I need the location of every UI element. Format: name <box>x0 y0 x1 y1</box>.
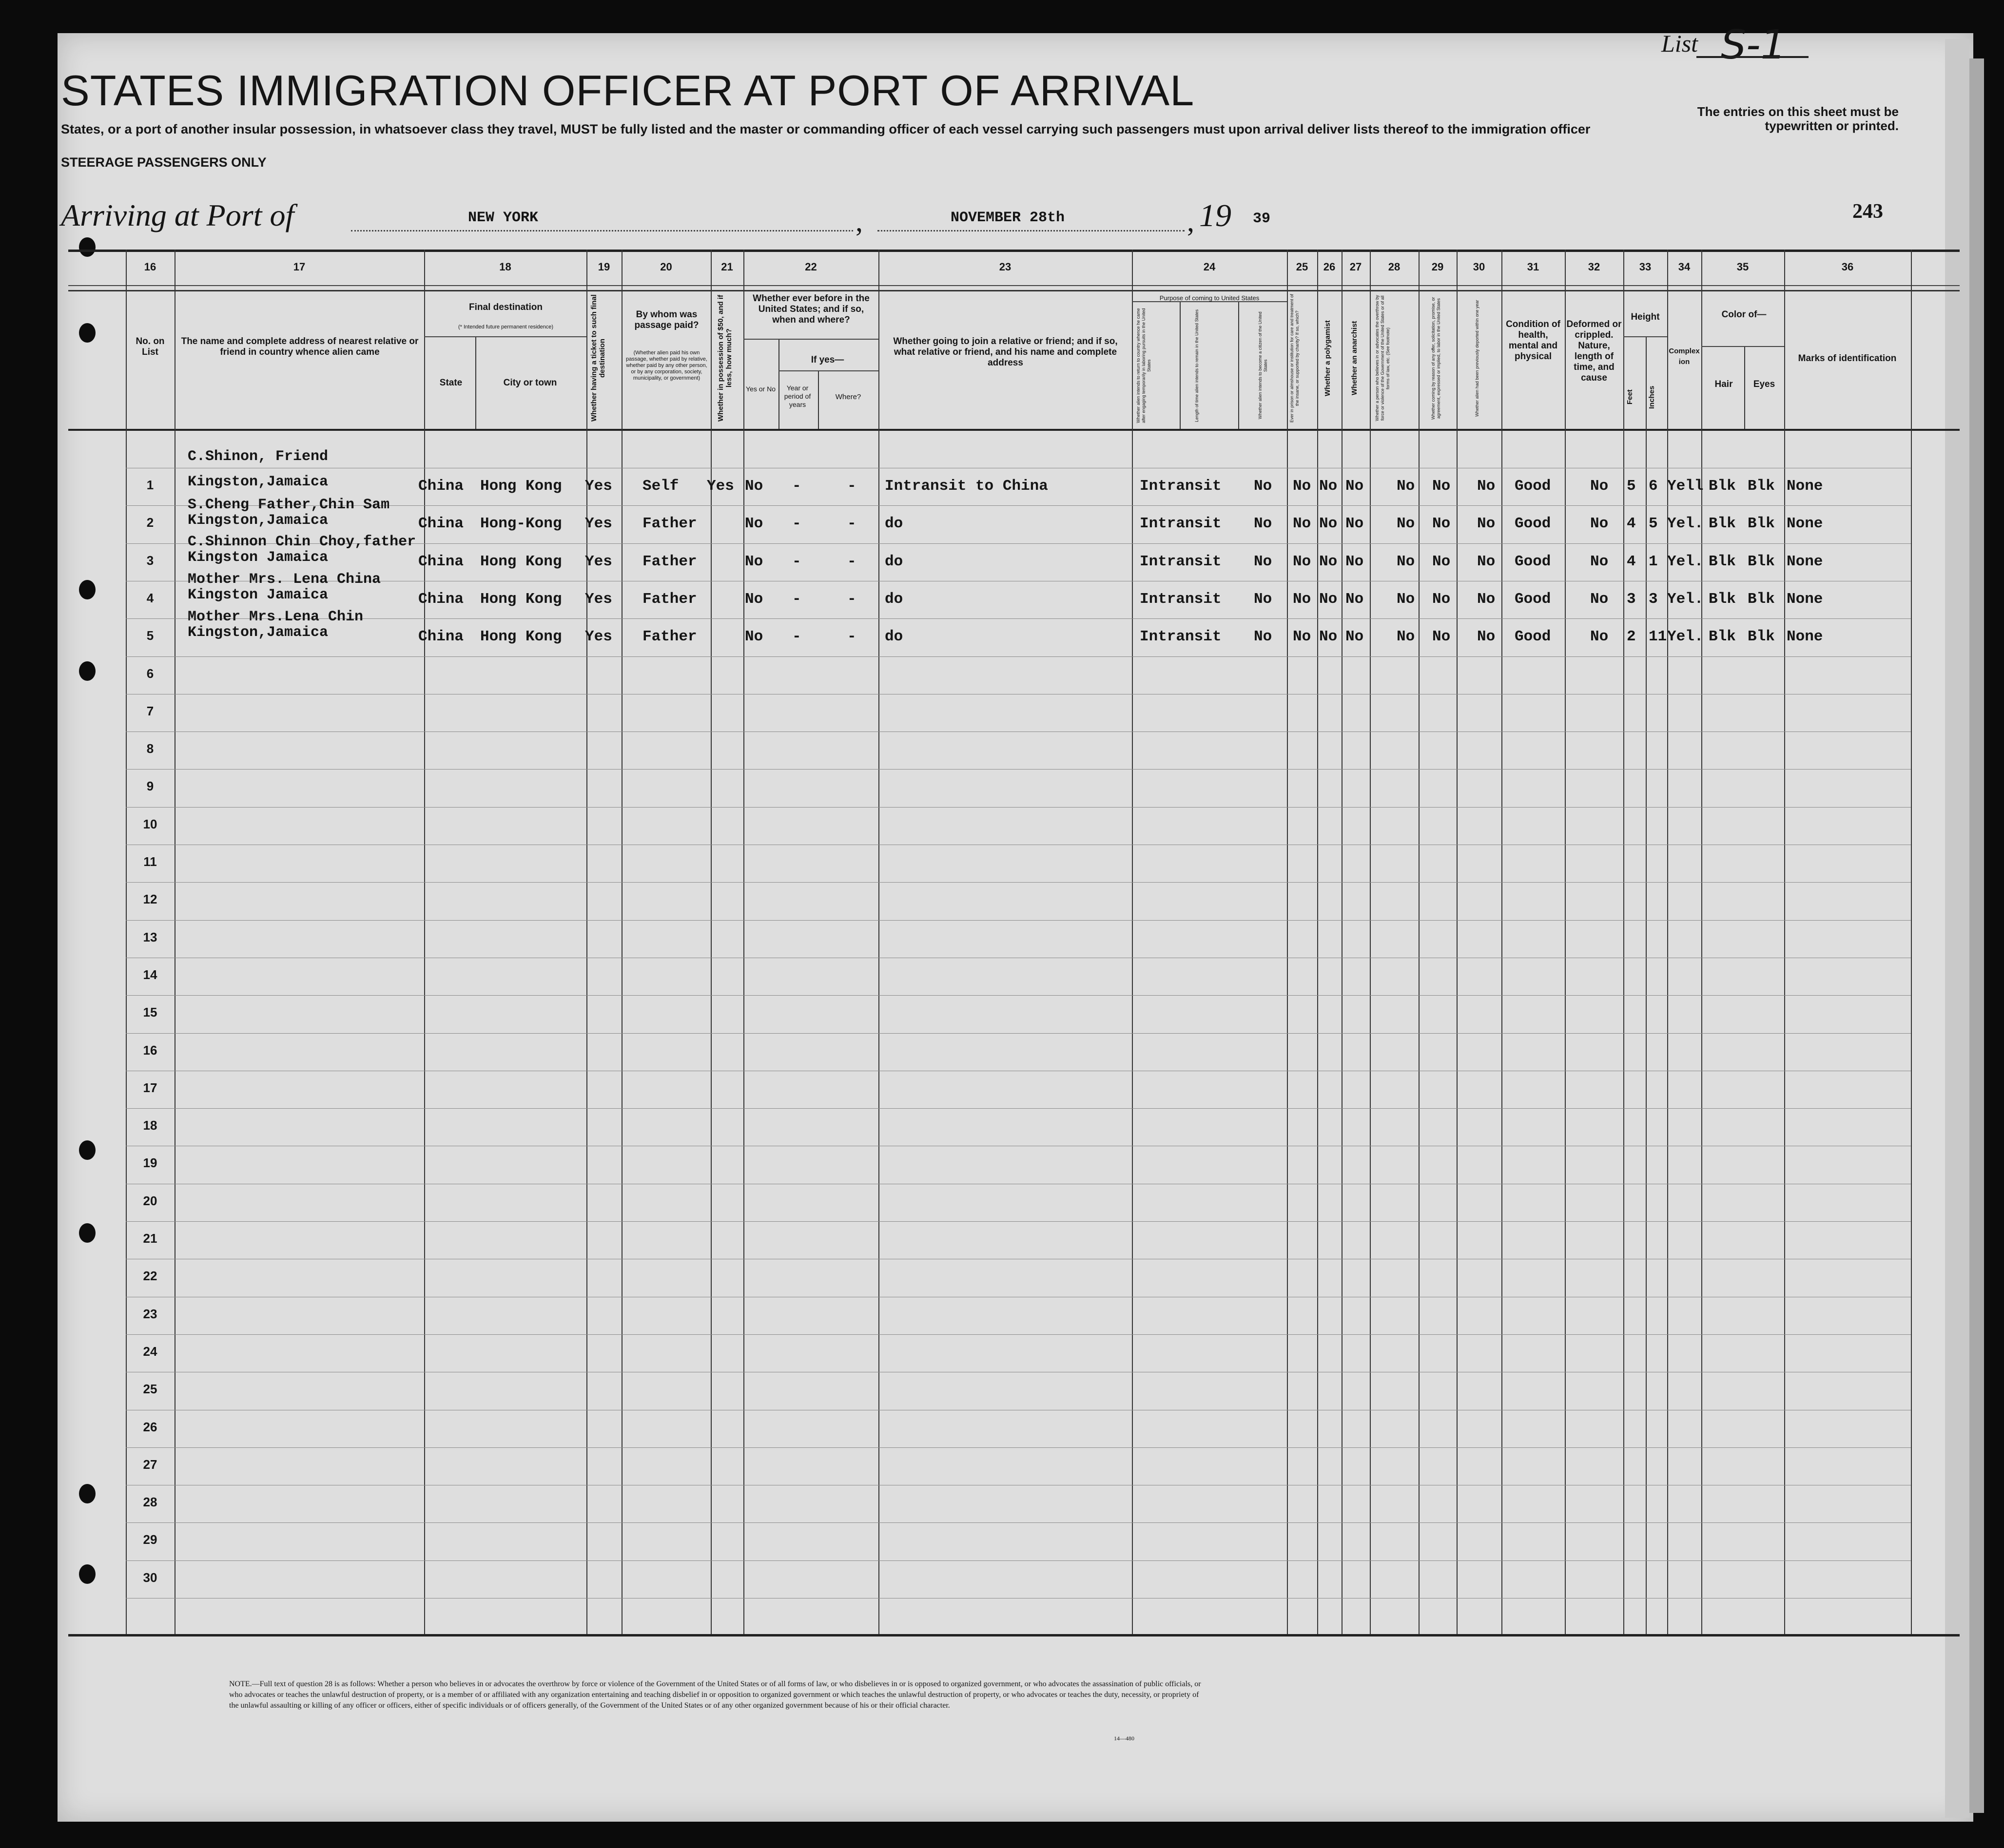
cell-inches: 3 <box>1649 590 1658 608</box>
cell-c28: No <box>1397 628 1415 646</box>
entries-instruction: The entries on this sheet must be typewritten or printed. <box>1697 104 1899 133</box>
cell-feet: 4 <box>1627 553 1636 570</box>
cell-fifty: Yes <box>707 478 734 495</box>
cell-state: China <box>418 590 464 608</box>
cell-feet: 4 <box>1627 515 1636 533</box>
cell-where: - <box>847 515 856 533</box>
row-rule <box>126 618 1911 619</box>
row-rule <box>126 769 1911 770</box>
relative-address: Kingston Jamaica <box>188 549 329 566</box>
cell-paid: Self <box>642 478 679 495</box>
column-line <box>1701 250 1702 1634</box>
relative-address: Kingston Jamaica <box>188 586 329 603</box>
cell-c24c: No <box>1254 590 1272 608</box>
header-inches: Inches <box>1648 385 1656 409</box>
relative-address: Kingston,Jamaica <box>188 474 329 490</box>
cell-complexion: Yell <box>1667 478 1704 495</box>
header-height: Height <box>1631 312 1660 322</box>
cell-hair: Blk <box>1709 553 1736 570</box>
column-line <box>1457 250 1458 1634</box>
header-final-destination: Final destination <box>469 302 543 312</box>
header-prison: Ever in prison or almshouse or institution for care and treatment of the insane, or supported by charity? If so, which? <box>1289 294 1300 423</box>
row-number: 30 <box>143 1570 157 1585</box>
sub-column-line <box>1180 301 1181 429</box>
sheet-edge-under <box>1969 58 1984 1813</box>
cell-ticket: Yes <box>585 478 612 495</box>
cell-health: Good <box>1515 478 1551 495</box>
row-rule <box>126 995 1911 996</box>
row-number: 22 <box>143 1269 157 1284</box>
cell-join: do <box>885 590 903 608</box>
century-label: 19 <box>1199 198 1231 233</box>
header-hair: Hair <box>1714 379 1733 389</box>
port-line <box>351 230 853 231</box>
row-number: 10 <box>143 816 157 831</box>
cell-city: Hong Kong <box>480 478 562 495</box>
row-rule <box>126 1560 1911 1561</box>
cell-before: No <box>745 628 763 646</box>
row-number: 12 <box>143 892 157 907</box>
binder-hole <box>79 1140 96 1160</box>
cell-health: Good <box>1515 553 1551 570</box>
cell-ticket: Yes <box>585 628 612 646</box>
column-number: 17 <box>293 261 306 273</box>
row-rule <box>126 882 1911 883</box>
column-number: 21 <box>721 261 733 273</box>
cell-c27: No <box>1345 515 1364 533</box>
header-feet: Feet <box>1626 389 1634 405</box>
header-no-on-list: No. on List <box>136 336 165 357</box>
cell-year: - <box>792 478 801 495</box>
header-ever-before: Whether ever before in the United States; and if so, when and where? <box>753 293 870 325</box>
column-number: 25 <box>1296 261 1308 273</box>
cell-c25: No <box>1293 628 1311 646</box>
column-line <box>878 250 879 1634</box>
sub-header-line <box>1623 336 1667 337</box>
row-number: 1 <box>146 478 154 492</box>
cell-c24c: No <box>1254 553 1272 570</box>
header-complexion: Complexion <box>1669 347 1700 366</box>
header-purpose-citizen: Whether alien intends to become a citizen of the United States <box>1258 311 1268 420</box>
cell-c25: No <box>1293 590 1311 608</box>
column-number: 20 <box>660 261 672 273</box>
cell-eyes: Blk <box>1748 515 1775 533</box>
sub-column-line <box>1646 336 1647 1634</box>
row-rule <box>126 1108 1911 1109</box>
cell-state: China <box>418 628 464 646</box>
cell-paid: Father <box>642 515 697 533</box>
cell-c27: No <box>1345 478 1364 495</box>
binder-hole <box>79 323 96 343</box>
cell-join: do <box>885 553 903 570</box>
header-marks: Marks of identification <box>1798 353 1897 364</box>
relative-address: C.Shinon, Friend <box>188 448 329 465</box>
column-number: 33 <box>1639 261 1652 273</box>
cell-deformed: No <box>1590 553 1609 570</box>
header-eyes: Eyes <box>1753 379 1775 389</box>
cell-paid: Father <box>642 553 697 570</box>
cell-purpose: Intransit <box>1140 628 1222 646</box>
cell-marks: None <box>1787 478 1823 495</box>
sheet-edge <box>1945 39 1969 1818</box>
binder-hole <box>79 1564 96 1584</box>
row-number: 18 <box>143 1118 157 1133</box>
cell-eyes: Blk <box>1748 553 1775 570</box>
cell-where: - <box>847 590 856 608</box>
cell-complexion: Yel. <box>1667 515 1704 533</box>
cell-c26: No <box>1319 478 1338 495</box>
column-line <box>1419 250 1420 1634</box>
binder-hole <box>79 1223 96 1243</box>
row-rule <box>126 1221 1911 1222</box>
cell-purpose: Intransit <box>1140 590 1222 608</box>
cell-hair: Blk <box>1709 515 1736 533</box>
row-number: 23 <box>143 1306 157 1321</box>
header-join-relative: Whether going to join a relative or friend; and if so, what relative or friend, and his name and complete address <box>893 336 1118 368</box>
header-if-yes: If yes— <box>811 355 844 365</box>
cell-where: - <box>847 478 856 495</box>
list-value: S-1 <box>1721 22 1786 68</box>
column-line <box>586 250 587 1634</box>
cell-where: - <box>847 553 856 570</box>
binder-hole <box>79 1484 96 1503</box>
column-number: 26 <box>1323 261 1336 273</box>
cell-deformed: No <box>1590 515 1609 533</box>
cell-city: Hong Kong <box>480 628 562 646</box>
cell-marks: None <box>1787 590 1823 608</box>
cell-c30: No <box>1477 515 1496 533</box>
cell-c26: No <box>1319 553 1338 570</box>
header-state: State <box>439 378 463 388</box>
relative-address: S.Cheng Father,Chin Sam <box>188 497 390 514</box>
row-number: 8 <box>146 741 154 756</box>
cell-complexion: Yel. <box>1667 628 1704 646</box>
relative-address: Kingston,Jamaica <box>188 624 329 641</box>
cell-state: China <box>418 515 464 533</box>
port-value: NEW YORK <box>468 210 539 226</box>
column-number: 28 <box>1388 261 1401 273</box>
row-number: 29 <box>143 1532 157 1547</box>
header-health: Condition of health, mental and physical <box>1506 319 1560 362</box>
cell-state: China <box>418 553 464 570</box>
cell-feet: 2 <box>1627 628 1636 646</box>
cell-feet: 5 <box>1627 478 1636 495</box>
header-top-rule <box>68 290 1960 291</box>
row-number: 26 <box>143 1419 157 1434</box>
cell-c28: No <box>1397 590 1415 608</box>
binder-hole <box>79 237 96 257</box>
cell-paid: Father <box>642 628 697 646</box>
cell-city: Hong-Kong <box>480 515 562 533</box>
header-passage-paid-note: (Whether alien paid his own passage, whether paid by relative, whether paid by any other person, or by any corporation, society, municipality, or government) <box>626 350 707 381</box>
column-number: 22 <box>805 261 817 273</box>
cell-c29: No <box>1432 628 1451 646</box>
column-number: 29 <box>1431 261 1444 273</box>
column-line <box>743 250 744 1634</box>
cell-inches: 11 <box>1649 628 1667 646</box>
row-rule <box>126 1033 1911 1034</box>
cell-c25: No <box>1293 553 1311 570</box>
header-deformed: Deformed or crippled. Nature, length of time, and cause <box>1566 319 1622 383</box>
cell-c25: No <box>1293 478 1311 495</box>
header-purpose: Purpose of coming to United States <box>1159 294 1260 302</box>
cell-before: No <box>745 553 763 570</box>
cell-before: No <box>745 590 763 608</box>
row-rule <box>126 1334 1911 1335</box>
cell-inches: 6 <box>1649 478 1658 495</box>
cell-c24c: No <box>1254 515 1272 533</box>
column-number: 34 <box>1678 261 1691 273</box>
cell-c29: No <box>1432 590 1451 608</box>
cell-eyes: Blk <box>1748 628 1775 646</box>
column-number: 18 <box>499 261 511 273</box>
row-number: 9 <box>146 779 154 794</box>
cell-ticket: Yes <box>585 553 612 570</box>
sub-header-line <box>424 336 586 337</box>
row-rule <box>126 807 1911 808</box>
cell-year: - <box>792 628 801 646</box>
column-line <box>1911 250 1912 1634</box>
cell-year: - <box>792 553 801 570</box>
list-underline <box>1696 56 1809 58</box>
row-number: 16 <box>143 1042 157 1058</box>
header-city: City or town <box>503 378 557 388</box>
cell-c29: No <box>1432 515 1451 533</box>
column-line <box>711 250 712 1634</box>
header-anarchist: Whether an anarchist <box>1350 321 1359 396</box>
column-number: 36 <box>1841 261 1854 273</box>
header-relative: The name and complete address of nearest relative or friend in country whence alien came <box>181 336 419 357</box>
row-number: 7 <box>146 703 154 718</box>
header-ticket: Whether having a ticket to such final destination <box>590 294 606 422</box>
row-number: 15 <box>143 1005 157 1020</box>
header-where: Where? <box>835 393 861 401</box>
column-number: 31 <box>1527 261 1539 273</box>
cell-hair: Blk <box>1709 590 1736 608</box>
footnote: NOTE.—Full text of question 28 is as follows: Whether a person who believes in or advocates the overthrow by force or violence of the Government of the United States or of all forms of law, or who disbelieves in or is opposed to organized government, or who advocates the assassination of public officials, or who advocates or teaches the unlawful destruction of property, or is a member of or affiliated with any organization entertaining and teaching disbelief in or opposition to organized government or which teaches the unlawful destruction of property, or who advocates or teaches the duty, necessity, or propriety of the unlawful assaulting or killing of any officer or officers, either of specific individuals or of officers generally, of the Government of the United States or of any other organized government because of his or their official character. <box>229 1680 1201 1710</box>
cell-c27: No <box>1345 553 1364 570</box>
cell-before: No <box>745 515 763 533</box>
cell-hair: Blk <box>1709 478 1736 495</box>
header-offer-labor: Whether coming by reason of any offer, solicitation, promise, or agreement, expressed or implied, to labor in the United States <box>1431 297 1441 420</box>
row-number: 20 <box>143 1193 157 1208</box>
column-line <box>1667 250 1668 1634</box>
cell-c25: No <box>1293 515 1311 533</box>
cell-c26: No <box>1319 628 1338 646</box>
sub-header-line <box>743 339 878 340</box>
cell-health: Good <box>1515 628 1551 646</box>
row-number: 11 <box>143 854 157 869</box>
cell-join: do <box>885 515 903 533</box>
header-year-period: Year or period of years <box>784 384 811 408</box>
cell-purpose: Intransit <box>1140 553 1222 570</box>
cell-marks: None <box>1787 553 1823 570</box>
cell-join: do <box>885 628 903 646</box>
row-number: 28 <box>143 1495 157 1510</box>
cell-purpose: Intransit <box>1140 478 1222 495</box>
cell-year: - <box>792 515 801 533</box>
cell-purpose: Intransit <box>1140 515 1222 533</box>
cell-c28: No <box>1397 553 1415 570</box>
row-number: 6 <box>146 666 154 681</box>
cell-health: Good <box>1515 515 1551 533</box>
cell-c30: No <box>1477 478 1496 495</box>
row-number: 25 <box>143 1382 157 1397</box>
cell-ticket: Yes <box>585 515 612 533</box>
column-line <box>1317 250 1318 1634</box>
sub-column-line <box>1238 301 1239 429</box>
row-number: 19 <box>143 1155 157 1171</box>
row-number: 21 <box>143 1231 157 1246</box>
header-polygamist: Whether a polygamist <box>1323 320 1332 396</box>
cell-marks: None <box>1787 628 1823 646</box>
row-rule <box>126 505 1911 506</box>
header-passage-paid: By whom was passage paid? <box>634 309 699 330</box>
comma: , <box>856 205 863 237</box>
column-line <box>1565 250 1566 1634</box>
cell-c27: No <box>1345 590 1364 608</box>
cell-c28: No <box>1397 478 1415 495</box>
cell-before: No <box>745 478 763 495</box>
cell-c26: No <box>1319 590 1338 608</box>
header-purpose-return: Whether alien intends to return to country whence he came after engaging temporarily in laboring pursuits in the United States <box>1136 308 1151 423</box>
header-final-destination-note: (* Intended future permanent residence) <box>458 324 554 330</box>
cell-eyes: Blk <box>1748 478 1775 495</box>
header-yes-no: Yes or No <box>746 385 776 393</box>
cell-hair: Blk <box>1709 628 1736 646</box>
column-number: 23 <box>999 261 1012 273</box>
row-rule <box>126 656 1911 657</box>
relative-address: Mother Mrs.Lena Chin <box>188 609 364 626</box>
cell-c28: No <box>1397 515 1415 533</box>
row-number: 5 <box>146 628 154 643</box>
cell-city: Hong Kong <box>480 553 562 570</box>
column-line <box>1370 250 1371 1634</box>
cell-complexion: Yel. <box>1667 553 1704 570</box>
table-top-border <box>68 250 1960 252</box>
relative-address: C.Shinnon Chin Choy,father <box>188 533 416 550</box>
row-number: 17 <box>143 1080 157 1095</box>
cell-health: Good <box>1515 590 1551 608</box>
column-line <box>1623 250 1624 1634</box>
header-deported: Whether alien had been previously deported within one year <box>1475 300 1479 417</box>
cell-c29: No <box>1432 478 1451 495</box>
cell-marks: None <box>1787 515 1823 533</box>
column-line <box>424 250 425 1634</box>
cell-c27: No <box>1345 628 1364 646</box>
row-number: 14 <box>143 967 157 982</box>
column-line <box>1501 250 1502 1634</box>
cell-c29: No <box>1432 553 1451 570</box>
header-fifty-dollars: Whether in possession of $50, and if less, how much? <box>717 294 733 422</box>
cell-year: - <box>792 590 801 608</box>
cell-complexion: Yel. <box>1667 590 1704 608</box>
manifest-sheet <box>58 33 1973 1822</box>
table-bottom-border <box>68 1634 1960 1636</box>
cell-c30: No <box>1477 628 1496 646</box>
cell-eyes: Blk <box>1748 590 1775 608</box>
cell-c24c: No <box>1254 628 1272 646</box>
page-title: STATES IMMIGRATION OFFICER AT PORT OF ARRIVAL <box>61 66 1195 115</box>
row-number: 13 <box>143 929 157 944</box>
column-number: 27 <box>1349 261 1362 273</box>
cell-where: - <box>847 628 856 646</box>
cell-join: Intransit to China <box>885 478 1048 495</box>
page-number: 243 <box>1852 200 1883 223</box>
list-label: List <box>1661 30 1698 57</box>
cell-inches: 5 <box>1649 515 1658 533</box>
row-rule <box>126 920 1911 921</box>
column-line <box>1132 250 1133 1634</box>
cell-deformed: No <box>1590 590 1609 608</box>
binder-hole <box>79 661 96 681</box>
cell-ticket: Yes <box>585 590 612 608</box>
column-number: 35 <box>1736 261 1749 273</box>
cell-deformed: No <box>1590 478 1609 495</box>
header-overthrow: Whether a person who believes in or advocates the overthrow by force or violence of the Government of the United States or of all forms of law, etc. (See footnote) <box>1375 295 1390 422</box>
column-line <box>1287 250 1288 1634</box>
row-rule <box>126 1522 1911 1523</box>
steerage-label: STEERAGE PASSENGERS ONLY <box>61 155 267 170</box>
cell-c30: No <box>1477 553 1496 570</box>
cell-paid: Father <box>642 590 697 608</box>
column-number: 32 <box>1588 261 1600 273</box>
cell-feet: 3 <box>1627 590 1636 608</box>
column-number-divider <box>68 285 1960 286</box>
column-number: 24 <box>1203 261 1216 273</box>
row-number: 24 <box>143 1344 157 1359</box>
comma: , <box>1187 205 1194 237</box>
year-value: 39 <box>1253 211 1271 227</box>
relative-address: Mother Mrs. Lena China <box>188 571 381 588</box>
cell-deformed: No <box>1590 628 1609 646</box>
row-number: 27 <box>143 1457 157 1472</box>
row-rule <box>126 1447 1911 1448</box>
relative-address: Kingston,Jamaica <box>188 512 329 529</box>
binder-hole <box>79 580 96 599</box>
cell-city: Hong Kong <box>480 590 562 608</box>
arriving-label: Arriving at Port of <box>61 198 294 232</box>
column-line <box>1784 250 1785 1634</box>
column-line <box>622 250 623 1634</box>
date-value: NOVEMBER 28th <box>951 210 1065 226</box>
form-code: 14—480 <box>1114 1735 1134 1742</box>
row-number: 4 <box>146 590 154 605</box>
cell-c26: No <box>1319 515 1338 533</box>
cell-c24c: No <box>1254 478 1272 495</box>
cell-state: China <box>418 478 464 495</box>
sub-header-line <box>778 370 878 371</box>
row-number: 2 <box>146 515 154 530</box>
header-bottom-rule <box>68 429 1960 431</box>
column-number: 19 <box>598 261 610 273</box>
column-number: 16 <box>144 261 156 273</box>
sub-header-line <box>1701 346 1784 347</box>
header-purpose-length: Length of time alien intends to remain in the United States <box>1194 309 1199 422</box>
header-color-of: Color of— <box>1721 309 1767 320</box>
column-number: 30 <box>1473 261 1485 273</box>
page-subtitle: States, or a port of another insular possession, in whatsoever class they travel, MUST be fully listed and the master or commanding officer of each vessel carrying such passengers must upon arrival deliver lists thereof to the immigration officer <box>61 122 1591 136</box>
cell-c30: No <box>1477 590 1496 608</box>
row-number: 3 <box>146 553 154 568</box>
cell-inches: 1 <box>1649 553 1658 570</box>
date-line <box>877 230 1185 231</box>
